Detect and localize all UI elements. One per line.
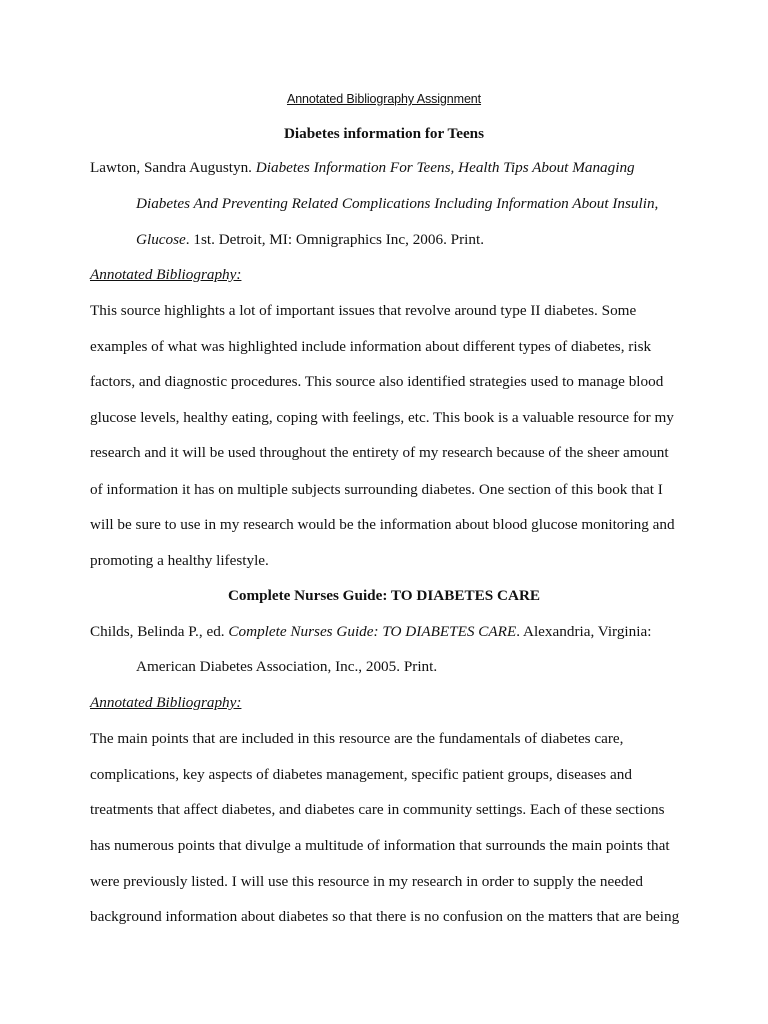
entry-2-annotation-line: background information about diabetes so that there is no confusion on the matters that are being: [90, 908, 680, 925]
entry-2-annotation-line: treatments that affect diabetes, and diabetes care in community settings. Each of these sections: [90, 801, 665, 818]
entry-1-annotation-line: examples of what was highlighted include information about different types of diabetes, risk: [90, 338, 652, 355]
entry-1-annotation-line: factors, and diagnostic procedures. This source also identified strategies used to manage blood: [90, 373, 664, 390]
citation-title: Diabetes Information For Teens, Health Tips About Managing: [255, 159, 635, 176]
entry-2-citation-line-1: [90, 622, 651, 642]
entry-2-annotation-line: were previously listed. I will use this resource in my research in order to supply the needed: [90, 873, 643, 890]
assignment-title: Annotated Bibliography Assignment: [286, 92, 482, 106]
entry-1-annotation-line: will be sure to use in my research would be the information about blood glucose monitoring and: [90, 516, 675, 533]
entry-1-annotation-line: glucose levels, healthy eating, coping with feelings, etc. This book is a valuable resource for my: [90, 409, 674, 426]
entry-2-heading: Complete Nurses Guide: TO DIABETES CARE: [227, 587, 541, 604]
entry-2-annotation-line: complications, key aspects of diabetes management, specific patient groups, diseases and: [90, 766, 632, 783]
entry-1-citation-line-3: [136, 230, 484, 250]
entry-2-annotation-label: Annotated Bibliography:: [90, 694, 242, 711]
citation-title: Complete Nurses Guide: TO DIABETES CARE: [228, 623, 517, 640]
entry-1-citation-line-2: Diabetes And Preventing Related Complications Including Information About Insulin,: [136, 195, 659, 212]
entry-2-annotation-line: has numerous points that divulge a multitude of information that surrounds the main points that: [90, 837, 670, 854]
entry-1-annotation-line: research and it will be used throughout the entirety of my research because of the sheer amount: [90, 444, 669, 461]
citation-publication: . Alexandria, Virginia:: [516, 623, 652, 640]
entry-1-heading: Diabetes information for Teens: [283, 125, 485, 142]
citation-title-end: Glucose: [136, 231, 186, 248]
entry-1-annotation-label: Annotated Bibliography:: [90, 266, 242, 283]
entry-1-annotation-line: of information it has on multiple subjects surrounding diabetes. One section of this book that I: [90, 481, 663, 498]
citation-author: Lawton, Sandra Augustyn.: [90, 159, 256, 176]
entry-2-citation-line-2: American Diabetes Association, Inc., 2005. Print.: [136, 658, 438, 675]
entry-1-annotation-line: promoting a healthy lifestyle.: [90, 552, 269, 569]
entry-2-annotation-line: The main points that are included in this resource are the fundamentals of diabetes care,: [90, 730, 624, 747]
entry-1-annotation-line: This source highlights a lot of important issues that revolve around type II diabetes. Some: [90, 302, 637, 319]
citation-author: Childs, Belinda P., ed.: [90, 623, 229, 640]
citation-publication: . 1st. Detroit, MI: Omnigraphics Inc, 2006. Print.: [185, 231, 485, 248]
entry-1-citation-line-1: [90, 158, 635, 178]
